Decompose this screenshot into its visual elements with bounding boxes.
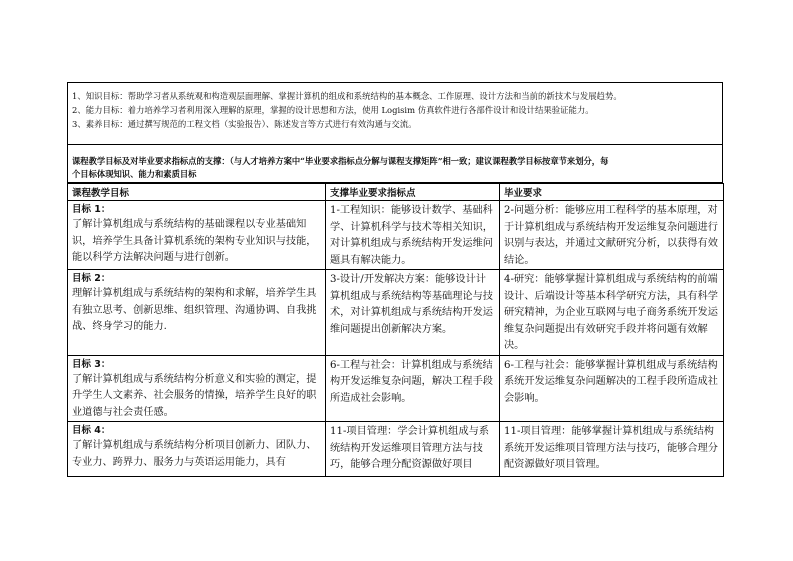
goal-title: 目标 3：: [72, 358, 111, 370]
header-course-objective: 课程教学目标: [68, 184, 326, 201]
goal-text: 了解计算机组成与系统结构分析意义和实验的测定，提升学生人文素养、社会服务的情操，培养学生良好的职业道德与社会责任感。: [72, 373, 317, 418]
support-heading-box: [67, 145, 723, 183]
goal-title: 目标 4：: [72, 425, 111, 436]
objectives-table: [67, 183, 724, 477]
indicator-cell: 11-项目管理：学会计算机组成与系统结构开发运维项目管理方法与技巧，能够合理分配资源做好项目: [326, 422, 500, 477]
goal-title: 目标 1：: [72, 204, 111, 215]
table-row: [68, 422, 724, 477]
table-row: [68, 270, 724, 356]
indicator-cell: 3-设计/开发解决方案：能够设计计算机组成与系统结构等基础理论与技术，对计算机组成与系统结构开发运维问题提出创新解决方案。: [326, 270, 500, 356]
goal-cell: [68, 270, 326, 356]
course-objectives-box: [67, 82, 723, 145]
support-heading-line1: 课程教学目标及对毕业要求指标点的支撑：（与人才培养方案中“毕业要求指标点分解与课程支撑矩阵”相一致；建议课程教学目标按章节来划分，每: [72, 156, 609, 166]
table-row: [68, 355, 724, 422]
goal-cell: [68, 422, 326, 477]
indicator-cell: 1-工程知识：能够设计数学、基础科学、计算机科学与技术等相关知识，对计算机组成与系统结构开发运维问题具有解决能力。: [326, 201, 500, 270]
table-row: [68, 201, 724, 270]
goal-title: 目标 2：: [72, 273, 111, 284]
header-indicator: 支撑毕业要求指标点: [326, 184, 500, 201]
ability-objective: 2、能力目标：着力培养学习者利用深入理解的原理，掌握的设计思想和方法，使用 Logisim 仿真软件进行各部件设计和设计结果验证能力。: [72, 105, 594, 115]
goal-cell: [68, 201, 326, 270]
table-header-row: [68, 184, 724, 201]
document-page: [67, 82, 723, 477]
goal-text: 了解计算机组成与系统结构的基础课程以专业基础知识，培养学生具备计算机系统的架构专业知识与技能，能以科学方法解决问题与进行创新。: [72, 219, 317, 263]
requirement-cell: 4-研究：能够掌握计算机组成与系统结构的前端设计、后端设计等基本科学研究方法，具有科学研究精神，为企业互联网与电子商务系统开发运维复杂问题提出有效研究手段并将问题有效解决。: [500, 270, 724, 356]
indicator-cell: 6-工程与社会：计算机组成与系统结构开发运维复杂问题，解决工程手段所造成社会影响。: [326, 355, 500, 422]
requirement-cell: 11-项目管理：能够掌握计算机组成与系统结构系统开发运维项目管理方法与技巧，能够合理分配资源做好项目管理。: [500, 422, 724, 477]
requirement-cell: 2-问题分析：能够应用工程科学的基本原理，对于计算机组成与系统结构开发运维复杂问题进行识别与表达，并通过文献研究分析，以获得有效结论。: [500, 201, 724, 270]
goal-text: 理解计算机组成与系统结构的架构和求解，培养学生具有独立思考、创新思维、组织管理、沟通协调、自我挑战、终身学习的能力.: [72, 288, 317, 332]
quality-objective: 3、素养目标：通过撰写规范的工程文档（实验报告）、陈述发言等方式进行有效沟通与交流。: [72, 119, 417, 129]
support-heading-line2: 个目标体现知识、能力和素质目标: [72, 169, 197, 179]
goal-cell: [68, 355, 326, 422]
requirement-cell: 6-工程与社会：能够掌握计算机组成与系统结构系统开发运维复杂问题解决的工程手段所造成社会影响。: [500, 355, 724, 422]
knowledge-objective: 1、知识目标：帮助学习者从系统观和构造观层面理解、掌握计算机的组成和系统结构的基本概念、工作原理、设计方法和当前的新技术与发展趋势。: [72, 91, 622, 101]
goal-text: 了解计算机组成与系统结构分析项目创新力、团队力、专业力、跨界力、服务力与英语运用能力，具有: [72, 440, 317, 468]
header-requirement: 毕业要求: [500, 184, 724, 201]
